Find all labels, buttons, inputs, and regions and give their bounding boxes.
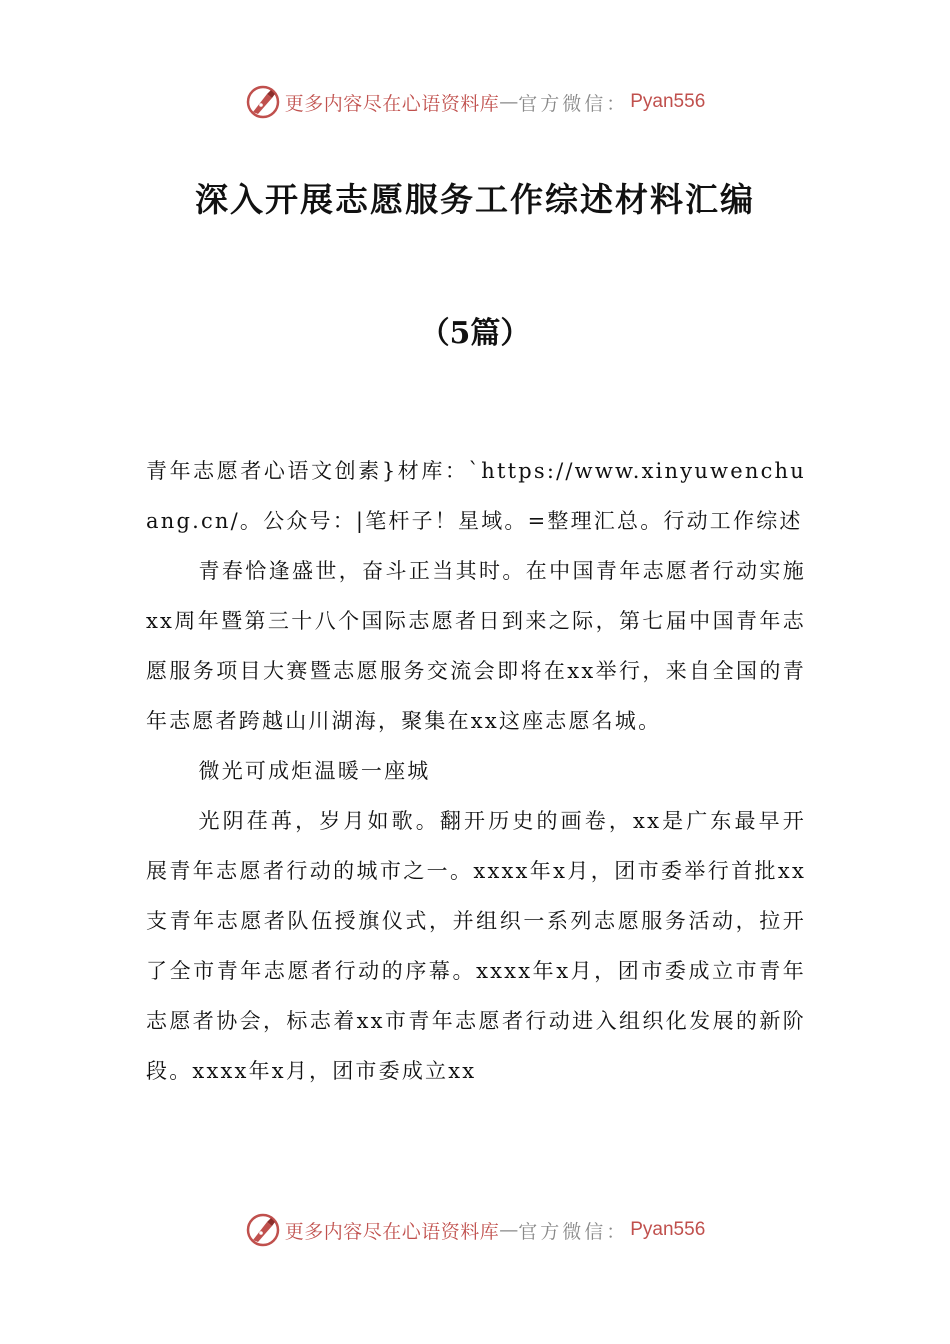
watermark-wechat-id: Pyan556: [630, 91, 706, 112]
watermark-label: 官方微信：: [518, 92, 629, 115]
document-body: [146, 446, 806, 1096]
pen-nib-circle-icon: [245, 84, 281, 120]
section-heading: 微光可成炬温暖一座城: [198, 759, 431, 783]
pen-nib-circle-icon: [245, 1212, 281, 1248]
watermark-text: 更多内容尽在心语资料库: [284, 92, 500, 115]
body-paragraph: 光阴荏苒，岁月如歌。翻开历史的画卷，xx是广东最早开展青年志愿者行动的城市之一。xxxx年x月，团市委举行首批xx支青年志愿者队伍授旗仪式，并组织一系列志愿服务活动，拉开了全市青年志愿者行动的序幕。xxxx年x月，团市委成立市青年志愿者协会，标志着xx市青年志愿者行动进入组织化发展的新阶段。xxxx年x月，团市委成立xx: [146, 809, 806, 1083]
header-watermark: [0, 82, 950, 122]
watermark-wechat-id: Pyan556: [630, 1219, 706, 1240]
intro-paragraph: 青年志愿者心语文创素}材库：`https://www.xinyuwenchuang.cn/。公众号：|笔杆子！星域。=整理汇总。行动工作综述: [146, 459, 806, 533]
watermark-label: 官方微信：: [518, 1220, 629, 1243]
document-title: 深入开展志愿服务工作综述材料汇编: [195, 180, 755, 219]
watermark-separator: —: [499, 1219, 519, 1241]
footer-watermark: [0, 1210, 950, 1250]
watermark-text: 更多内容尽在心语资料库: [284, 1220, 500, 1243]
watermark-separator: —: [499, 91, 519, 113]
document-subtitle: （5篇）: [419, 316, 531, 351]
body-paragraph: 青春恰逢盛世，奋斗正当其时。在中国青年志愿者行动实施xx周年暨第三十八个国际志愿者日到来之际，第七届中国青年志愿服务项目大赛暨志愿服务交流会即将在xx举行，来自全国的青年志愿者跨越山川湖海，聚集在xx这座志愿名城。: [146, 559, 806, 733]
